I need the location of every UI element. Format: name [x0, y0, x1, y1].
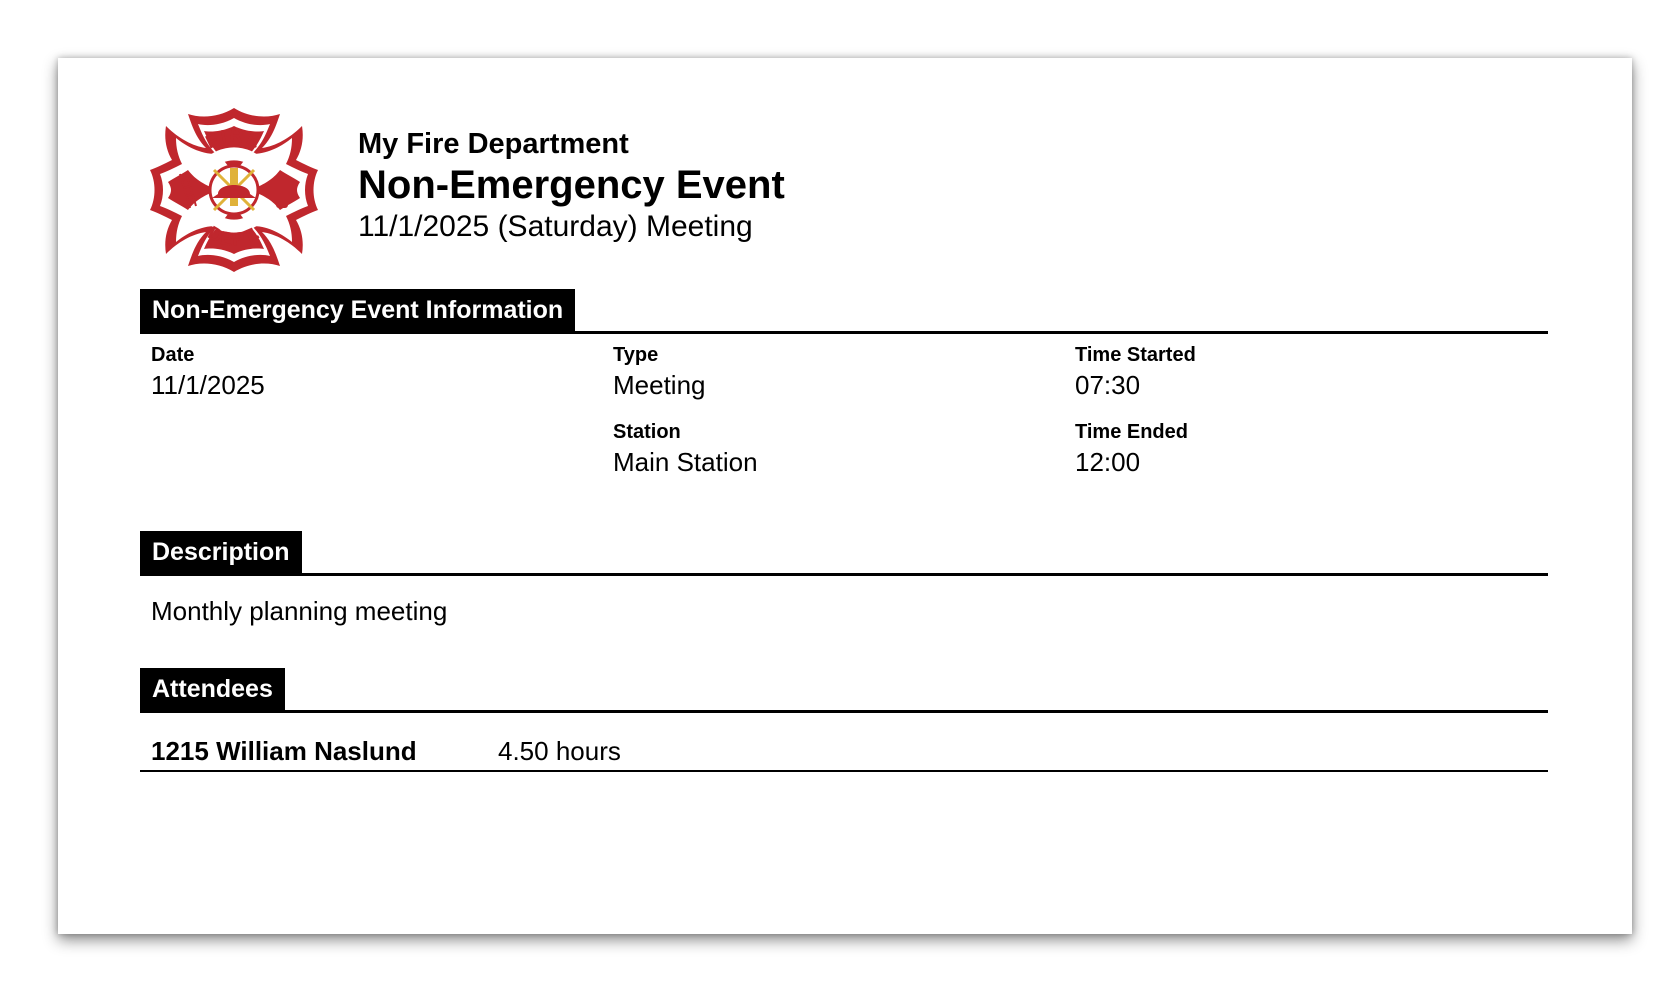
field-time-ended: [1075, 419, 1188, 479]
field-value: 11/1/2025: [151, 370, 265, 400]
field-value: Meeting: [613, 370, 706, 400]
field-date: [151, 342, 265, 402]
section-heading-attendees: Attendees: [140, 668, 285, 710]
fire-dept-logo-icon: [148, 104, 320, 276]
section-description: [140, 531, 1548, 576]
field-value: 07:30: [1075, 370, 1141, 400]
field-time-started: [1075, 342, 1196, 402]
field-value: 12:00: [1075, 447, 1141, 477]
report-page: [58, 58, 1632, 934]
attendee-hours: 4.50 hours: [498, 736, 621, 766]
svg-text:FIRE: FIRE: [202, 125, 266, 154]
page-title: Non-Emergency Event: [358, 163, 785, 207]
description-text: Monthly planning meeting: [151, 596, 448, 626]
field-value: Main Station: [613, 447, 758, 477]
field-label: Date: [151, 344, 195, 366]
field-label: Time Started: [1075, 344, 1196, 366]
section-event-information: [140, 289, 1548, 334]
svg-text:DEPT.: DEPT.: [203, 222, 265, 252]
section-heading-description: Description: [140, 531, 302, 573]
attendee-name: 1215 William Naslund: [151, 736, 417, 766]
field-station: [613, 419, 758, 479]
field-type: [613, 342, 706, 402]
page-subtitle: 11/1/2025 (Saturday) Meeting: [358, 210, 753, 243]
attendee-row: [140, 738, 1548, 772]
field-label: Type: [613, 344, 659, 366]
section-attendees: [140, 668, 1548, 713]
field-label: Time Ended: [1075, 421, 1188, 443]
section-heading-information: Non-Emergency Event Information: [140, 289, 575, 331]
field-label: Station: [613, 421, 681, 443]
department-name: My Fire Department: [358, 128, 629, 160]
report-header: [358, 126, 785, 246]
